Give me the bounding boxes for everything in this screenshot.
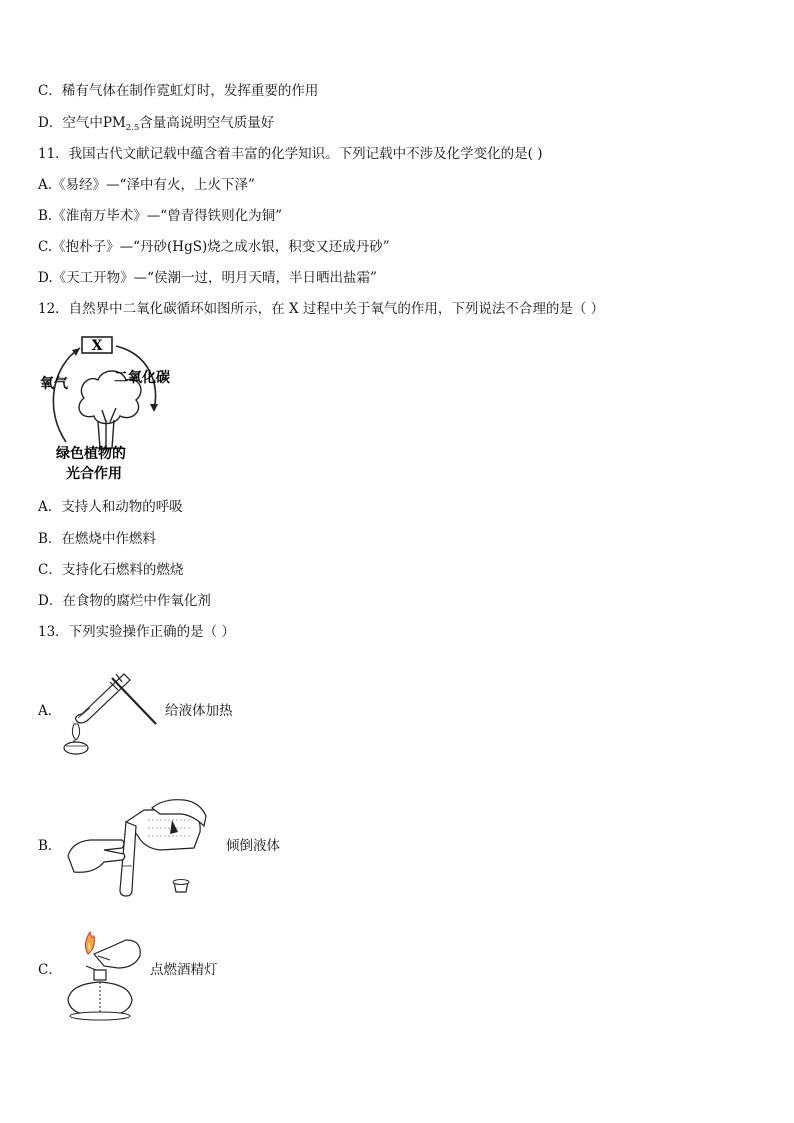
- diagram-bottom-label-1: 绿色植物的: [56, 446, 126, 462]
- question-12-option-b: B．在燃烧中作燃料: [38, 531, 156, 547]
- question-13-option-b-label: B．: [38, 838, 62, 854]
- question-11-option-b: B.《淮南万毕术》—“曾青得铁则化为铜”: [38, 208, 283, 224]
- pouring-liquid-illustration: [64, 796, 214, 900]
- question-13-option-b-text: 倾倒液体: [226, 838, 280, 854]
- question-13-option-c-text: 点燃酒精灯: [150, 962, 218, 978]
- diagram-right-label: 二氧化碳: [114, 370, 170, 386]
- question-11-option-d: D.《天工开物》—“侯潮一过，明月天晴，半日晒出盐霜”: [38, 270, 377, 286]
- question-11-stem: 11．我国古代文献记载中蕴含着丰富的化学知识。下列记载中不涉及化学变化的是( ): [38, 146, 543, 162]
- diagram-box-label: X: [91, 338, 103, 354]
- diagram-bottom-label-2: 光合作用: [66, 466, 122, 482]
- question-11-option-c: C.《抱朴子》—“丹砂(HgS)烧之成水银，积变又还成丹砂”: [38, 239, 390, 255]
- lighting-alcohol-lamp-illustration: [64, 926, 146, 1022]
- heating-liquid-illustration: [60, 660, 162, 756]
- q10-d-sub: 2.5: [125, 123, 140, 133]
- q10-d-pre: D．空气中: [38, 115, 103, 131]
- question-12-option-a: A．支持人和动物的呼吸: [38, 499, 183, 515]
- question-10-option-d: [38, 114, 274, 137]
- question-13-option-c-label: C．: [38, 962, 62, 978]
- q10-d-post: 含量高说明空气质量好: [139, 115, 275, 131]
- question-13-option-a-label: A．: [38, 703, 62, 719]
- diagram-left-label: 氧气: [40, 376, 68, 392]
- question-10-option-c: C．稀有气体在制作霓虹灯时，发挥重要的作用: [38, 83, 319, 99]
- carbon-cycle-diagram: [36, 330, 186, 490]
- question-12-option-d: D．在食物的腐烂中作氧化剂: [38, 593, 211, 609]
- q10-d-pm: PM: [102, 115, 126, 131]
- question-12-stem: 12．自然界中二氧化碳循环如图所示，在 X 过程中关于氧气的作用，下列说法不合理的是（ ）: [38, 301, 605, 317]
- question-13-stem: 13．下列实验操作正确的是（ ）: [38, 624, 235, 640]
- question-11-option-a: A.《易经》—“泽中有火，上火下泽”: [38, 177, 255, 193]
- question-13-option-a-text: 给液体加热: [165, 703, 233, 719]
- question-12-option-c: C．支持化石燃料的燃烧: [38, 562, 184, 578]
